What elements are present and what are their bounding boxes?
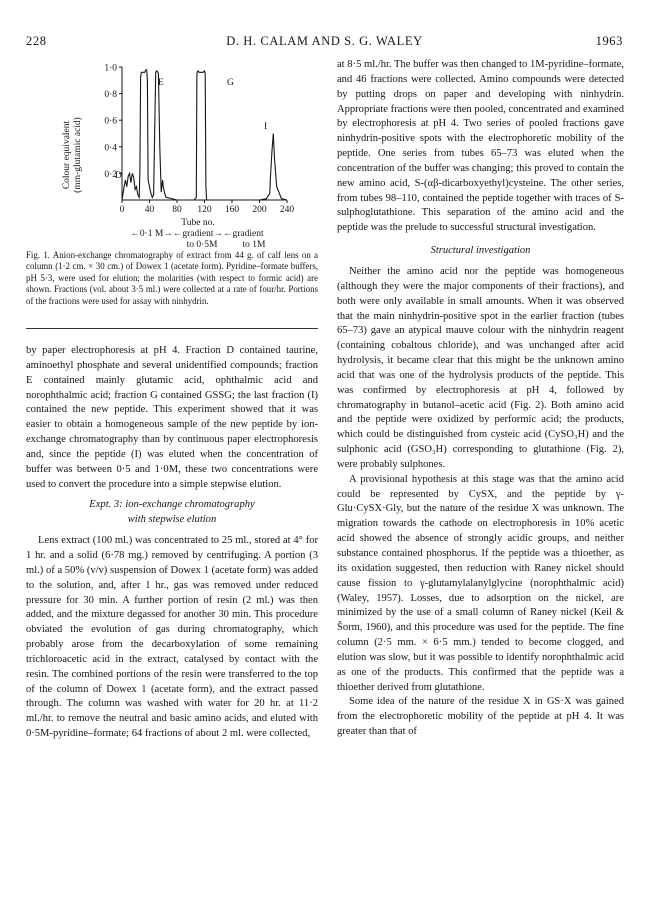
- left-column-text: [26, 344, 318, 742]
- x-tick-label: 200: [252, 205, 267, 215]
- elution-profile-line: [122, 70, 287, 200]
- x-axis-title: Tube no.: [181, 218, 215, 228]
- y-tick-label: 0·2: [104, 169, 117, 180]
- x-tick-label: 240: [279, 205, 295, 215]
- running-header: [26, 34, 623, 50]
- gradient-line-1: ←0·1 M→←gradient→←gradient: [130, 229, 264, 239]
- gradient-line-2a: to 0·5M: [186, 240, 218, 248]
- y-tick-label: 0·4: [104, 143, 117, 154]
- y-ticks: [104, 64, 122, 180]
- section-heading-structural: Structural investigation: [430, 245, 531, 257]
- x-ticks: [120, 200, 295, 215]
- y-axis-title: [62, 117, 83, 193]
- x-tick-label: 80: [172, 205, 182, 215]
- page-number: 228: [26, 34, 47, 48]
- paragraph: Neither the amino acid nor the peptide was homogeneous (although they were the major components of their fractions), and both were only available in small amounts. When it was observed that the main ninhydrin-positive spot in the earlier fraction (tubes 65–73) gave an atypical mauve colour with the ninhydrin reagent (containing cobaltous chloride), and was unchanged after acid hydrolysis, it became clear that this might be the unknown amino acid that was one of the hydrolysis products of the peptide. This was confirmed by electrophoresis at pH 4, followed by chromatography in butanol–acetic acid (Fig. 2). Both amino acid and the peptide were oxidized by performic acid; the products, which could be distinguished from cysteic acid (CySO₃H) and the sulphonic acid (GSO₃H) corresponding to glutathione (Fig. 2), were probably sulphones.: [337, 265, 624, 470]
- y-tick-label: 0·8: [104, 90, 117, 101]
- paragraph: Some idea of the nature of the residue X in GS·X was gained from the electrophoretic mobility of the peptide at pH 4. It was greater than that of: [337, 696, 624, 738]
- peak-label-e: E: [158, 78, 164, 88]
- peak-label-g: G: [227, 78, 234, 88]
- x-tick-label: 40: [144, 205, 155, 215]
- heading-line: with stepwise elution: [127, 514, 217, 526]
- figure-caption: Fig. 1. Anion-exchange chromatography of extract from 44 g. of calf lens on a column (1·2 cm. × 30 cm.) of Dowex 1 (acetate form). Pyridine–formate buffers, pH 5·3, were used for elution; the molarities (with respect to formic acid) are shown. Fractions (vol. about 3·5 ml.) were collected at a rate of four/hr. Portions of the fractions were used for assay with ninhydrin.: [26, 250, 318, 306]
- year: 1963: [595, 34, 623, 48]
- author-line: D. H. CALAM AND S. G. WALEY: [226, 34, 423, 48]
- paragraph: by paper electrophoresis at pH 4. Fraction D contained taurine, aminoethyl phosphate and several unidentified compounds; fraction E contained mainly glutamic acid, ophthalmic acid and norophthalmic acid; fraction G contained GSSG; the last fraction (I) contained the new peptide. This experiment showed that it was easier to obtain a homogeneous sample of the new peptide by ion-exchange chromatography than by continuous paper electrophoresis and, since the peptide (I) was eluted when the concentration of buffer was between 0·5 and 1·0M, these two concentrations were used to convert the procedure into a simple stepwise elution.: [26, 345, 318, 490]
- y-tick-label: 1·0: [104, 63, 117, 74]
- x-tick-label: 120: [197, 205, 212, 215]
- peak-label-d: D: [115, 171, 122, 181]
- peak-label-i: I: [264, 122, 268, 132]
- y-axis-title-line2: (mm-glutamic acid): [73, 117, 83, 193]
- y-axis-title-line1: Colour equivalent: [62, 120, 72, 190]
- gradient-line-2b: to 1M: [242, 240, 266, 248]
- x-tick-label: 0: [119, 205, 125, 215]
- heading-line: Expt. 3: ion-exchange chromatography: [89, 499, 255, 511]
- caption-divider: [26, 328, 318, 329]
- x-tick-label: 160: [224, 205, 240, 215]
- paragraph: Lens extract (100 ml.) was concentrated to 25 ml., stored at 4° for 1 hr. and a solid (6·78 mg.) removed by centrifuging. A portion (3 ml.) of a 50% (v/v) suspension of Dowex 1 (acetate form) was added to the solution, and, after 1 hr., gas was removed under reduced pressure for 30 min. A further portion of resin (2 ml.) was then added, and the mixture degassed for another 30 min. This procedure obviated the evolution of gas during chromatography, which probably arose from the decarboxylation of some remaining trichloroacetic acid in the extract, catalysed by contact with the resin. The combined portions of the resin were transferred to the top of the column of Dowex 1 (acetate form), and the extract passed through. The column was washed with water for 20 hr. at 11·2 ml./hr. to remove the neutral and basic amino acids, and eluted with 0·5M-pyridine–formate; 64 fractions of about 2 ml. were collected,: [26, 535, 318, 740]
- right-column-text: [337, 58, 624, 740]
- y-tick-label: 0·6: [104, 116, 117, 127]
- paragraph: A provisional hypothesis at this stage was that the amino acid could be represented by CySX, and the peptide by γ-Glu·CySX·Gly, but the nature of the residue X was unknown. The migration towards the cathode on electrophoresis in 10% acetic acid showed the absence of strongly acidic groups, and neither substance contained phosphorus. If the peptide was a thioether, as its oxidation suggested, then reduction with Raney nickel should cause fission to γ-glutamylalanylglycine (norophthalmic acid) (Waley, 1957). Losses, due to adsorption on the nickel, are minimized by the use of a small column of Raney nickel (Keil & Šorm, 1960), and this procedure was used for the peptide. The fine column (2·5 mm. × 6·5 mm.) tended to become clogged, and elution was slow, but it was possible to identify norophthalmic acid as one of the products. This confirmed that the peptide was a thioether derived from glutathione.: [337, 473, 624, 693]
- axes: [122, 67, 287, 200]
- paragraph: at 8·5 ml./hr. The buffer was then changed to 1M-pyridine–formate, and 46 fractions were collected. Amino compounds were detected by putting drops on paper and developing with ninhydrin. Appropriate fractions were then pooled, concentrated and examined by electrophoresis at pH 4. Two series of pooled fractions gave ninhydrin-positive spots with the electrophoretic mobility of the peptide. One series from tubes 65–73 was eluted when the concentration of the buffer was changing; this proved to contain the new amino acid, S-(αβ-dicarboxyethyl)cysteine. The other series, from tubes 98–110, contained the peptide together with traces of S-sulphoglutathione. This separation of the amino acid and the peptide was the prelude to successful structural investigation.: [337, 59, 624, 234]
- section-heading-expt3: [26, 498, 318, 528]
- figure-1-chart: [55, 58, 315, 248]
